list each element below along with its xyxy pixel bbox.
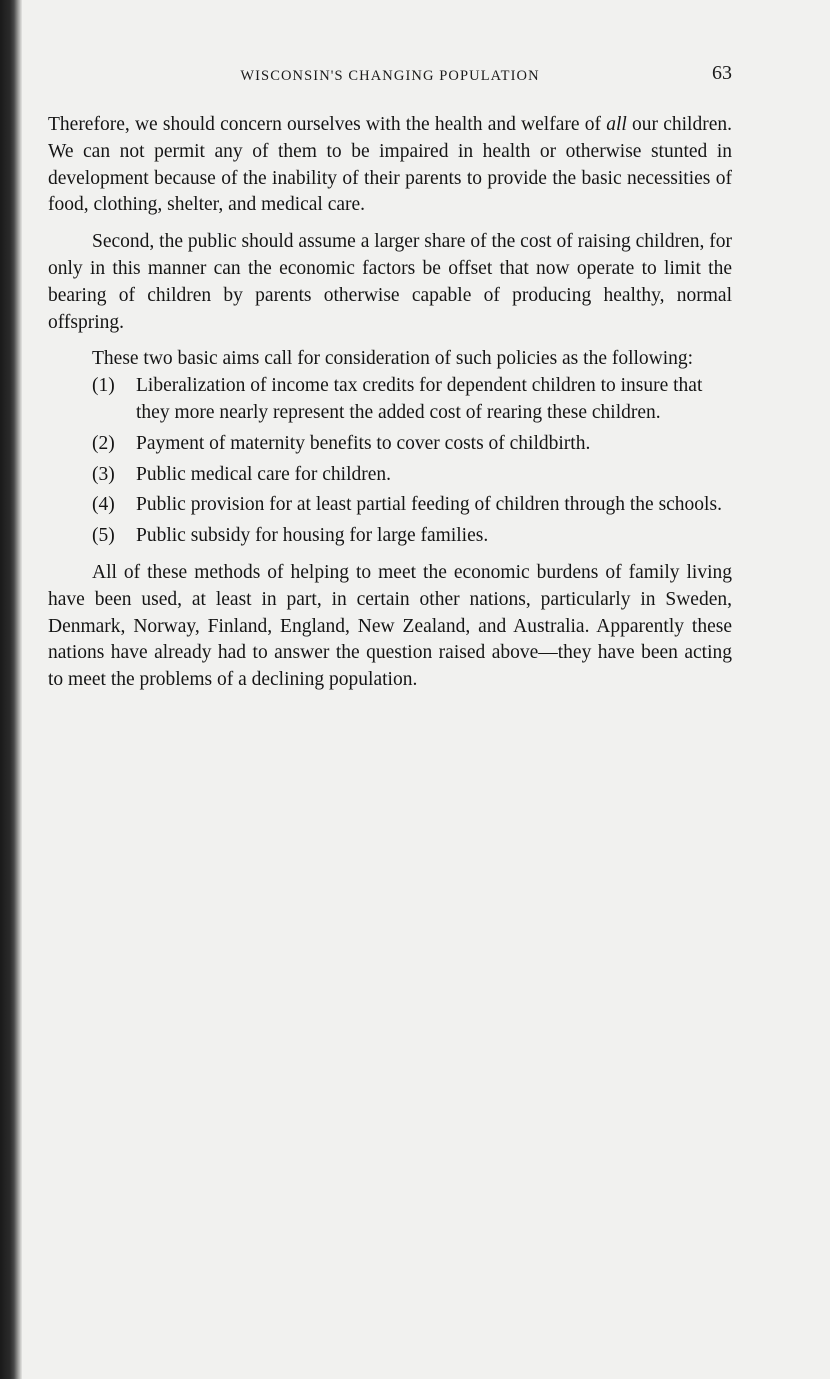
- running-title: WISCONSIN'S CHANGING POPULATION: [240, 68, 540, 84]
- paragraph-public-cost: Second, the public should assume a larger share of the cost of raising children, for only in this manner can the economic factors be offset that now operate to limit the bearing of children by parents otherwise capable of producing healthy, normal offspring.: [48, 231, 732, 333]
- emphasis-all: all: [606, 114, 627, 135]
- list-text: Public provision for at least partial feeding of children through the schools.: [136, 494, 722, 516]
- list-text: Public medical care for children.: [136, 463, 392, 485]
- paragraph-text: Therefore, we should concern ourselves with the health and welfare of: [48, 114, 607, 135]
- list-item: [48, 373, 732, 427]
- list-text: Payment of maternity benefits to cover costs of childbirth.: [136, 432, 591, 454]
- list-number: (2): [92, 432, 115, 454]
- list-number: (3): [92, 463, 115, 485]
- list-item: [48, 431, 732, 458]
- list-number: (4): [92, 494, 115, 516]
- list-number: (1): [92, 375, 115, 397]
- binding-edge: [0, 0, 22, 1379]
- page-number: 63: [712, 62, 732, 84]
- list-text: Public subsidy for housing for large families.: [136, 525, 489, 547]
- list-item: [48, 523, 732, 550]
- body-text: [48, 112, 732, 704]
- running-head: [48, 62, 732, 92]
- policy-list: [48, 373, 732, 550]
- paragraph-text: our children. We can not permit any of them to be impaired in health or otherwise stunted in development because of the inability of their parents to provide the basic necessities of food, clothing, shelter, and medical care.: [48, 114, 732, 216]
- list-text: Liberalization of income tax credits for dependent children to insure that they more nearly represent the added cost of rearing these children.: [136, 375, 703, 423]
- paragraph-basic-aims: These two basic aims call for consideration of such policies as the following:: [92, 348, 694, 370]
- list-number: (5): [92, 525, 115, 547]
- list-item: [48, 492, 732, 519]
- paragraph-other-nations: All of these methods of helping to meet the economic burdens of family living have been used, at least in part, in certain other nations, particularly in Sweden, Denmark, Norway, Finland, England, New Zealand, and Australia. Apparently these nations have already had to answer the question raised above—they have been acting to meet the problems of a declining population.: [48, 561, 732, 691]
- list-item: [48, 462, 732, 489]
- paragraph-children-welfare: [48, 112, 732, 219]
